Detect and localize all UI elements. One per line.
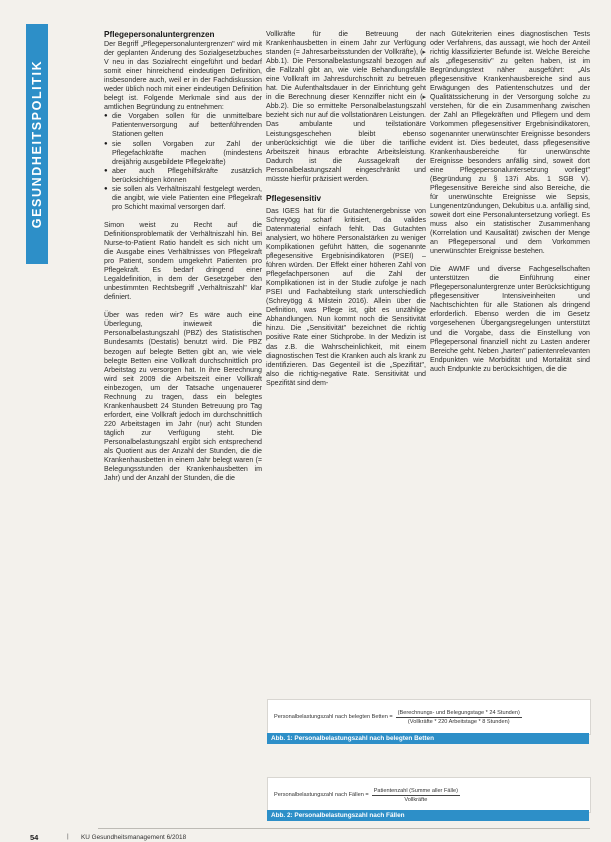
figure-1-caption: Abb. 1: Personalbelastungszahl nach belegten Betten [267, 733, 589, 744]
formula-box-2 [267, 777, 591, 813]
journal-name: KU Gesundheitsmanagement 6/2018 [81, 834, 187, 841]
column-3 [430, 30, 590, 374]
formula-1-lhs: Personalbelastungszahl nach belegten Betten = [274, 714, 393, 720]
criteria-item: ● aber auch Pflegehilfskräfte zusätzlich berücksichtigen können [112, 167, 262, 185]
formula-1-denominator: (Vollkräfte * 220 Arbeitstage * 8 Stunden) [407, 718, 510, 725]
section-label-wrap [26, 24, 48, 264]
col3-para2: Die AWMF und diverse Fachgesellschaften unterstützen die Einführung einer Pflegepersonaluntergrenze unter Berücksichtigung pflegesensitiver Intensiveinheiten und Nachtschichten für alle Stationen als dringend erforderlich. Ebenso werden die im Gesetz vorgesehenen Übergangsregelungen unterstützt und die Vorgabe, dass die Einstellung von Pflegepersonal finanziell nicht zu Lasten anderer Bereiche geht. Neben „harten" patientenrelevanten Endpunkten wie Morbidität und Mortalität sind auch Endpunkte zu berücksichtigen, die die [430, 265, 590, 373]
page-number: 54 [30, 833, 39, 842]
section-label: GESUNDHEITSPOLITIK [30, 59, 44, 229]
col1-intro: Der Begriff „Pflegepersonaluntergrenzen" wird mit der geplanten Änderung des Sozialgesetzbuches V neu in das Sozialrecht eingeführt und bedarf somit einer hinreichend eindeutigen Definition, insbesondere auch, weil er in der Fachdiskussion weder üblich noch mit einer eindeutigen Definition belegt ist. Folgende Merkmale sind aus der amtlichen Begründung zu entnehmen: [104, 40, 262, 112]
formula-box-1 [267, 699, 591, 735]
figure-2-caption: Abb. 2: Personalbelastungszahl nach Fällen [267, 810, 589, 821]
formula-2-lhs: Personalbelastungszahl nach Fällen = [274, 792, 369, 798]
criteria-item: ● die Vorgaben sollen für die unmittelbare Patientenversorgung auf bettenführenden Stationen gelten [112, 112, 262, 139]
page-footer [0, 833, 611, 842]
col2-para2: Das IGES hat für die Gutachtenergebnisse von Schreyögg scharf kritisiert, da valides Datenmaterial einfach fehlt. Das Gutachten analysiert, wo höhere Personalstärken zu weniger Komplikationen geführt hätten, die sogenannte pflegesensitive Ergebnisindikatoren (PSEI) – führen würden. Der Effekt einer höheren Zahl von Pflegefachpersonen auf die Zahl der Komplikationen ist in der Studie zufolge je nach PSEI und Fachabteilung stark unterschiedlich (Schreyögg & Milstein 2016). Allein über die Definition, was Pflege ist, gibt es unzählige Abhandlungen. Nun kommt noch die Sensitivität hinzu. Die „Sensitivität" bezeichnet die richtig positive Rate einer Stichprobe. In der Medizin ist das z.B. die Wahrscheinlichkeit, mit einem diagnostischen Test die Kranken auch als krank zu identifizieren. Das Gegenteil ist die „Spezifität", also die richtig-negative Rate. Sensitivität und Spezifität sind dem- [266, 206, 426, 387]
footer-separator: | [67, 833, 69, 840]
heading-pflegesensitiv: Pflegesensitiv [266, 193, 322, 203]
formula-2-numerator: Patientenzahl (Summe aller Fälle) [373, 787, 458, 794]
formula-1-fraction [396, 710, 522, 725]
criteria-list [104, 112, 262, 212]
col1-para2: Simon weist zu Recht auf die Definitionsproblematik der Verhältniszahl hin. Bei Nurse-to-Patient Ratio handelt es sich nicht um die Ausgabe eines Verhältnisses von Pflegekraft pro Patient, sondern umgekehrt Patienten pro Pflegekraft. Es bedarf dringend einer Legaldefinition, in dem der Gesetzgeber den unbestimmten Rechtsbegriff „Verhältniszahl" klar definiert. [104, 220, 262, 302]
formula-2 [268, 778, 590, 812]
col1-para3: Über was reden wir? Es wäre auch eine Überlegung, inwieweit die Personalbelastungszahl (PBZ) des Statistischen Bundesamts (Destatis) benutzt wird. Die PBZ bezogen auf belegte Betten gibt an, wie viele belegte Betten eine Vollkraft durchschnittlich pro Arbeitstag zu versorgen hat. In ihre Berechnung wird seit 2009 die Arbeitszeit einer Vollkraft einbezogen, um der Tatsache ungenauerer Rechnung zu tragen, dass ein belegtes Krankenhausbett 24 Stunden Betreuung pro Tag erfordert, eine Vollkraft jedoch im durchschnittlich 220 Arbeitstagen im Jahr (nur) acht Stunden täglich zur Verfügung steht. Die Personalbelastungszahl ergibt sich entsprechend als Quotient aus der Anzahl der Stunden, die die Krankenhausbetten in einem Jahr belegt waren (= Belegungsstunden der Krankenhausbetten im Jahr) und der Anzahl der Stunden, die die [104, 311, 262, 483]
formula-1 [268, 700, 590, 734]
col3-para1: nach Gütekriterien eines diagnostischen Tests oder Verfahrens, das aussagt, wie hoch der Anteil richtig klassifizierter Befunde ist. Welche Bereiche als „pflegesensitiv" zu gelten haben, ist im Begründungstext näher ausgeführt: „Als pflegesensitive Krankenhausbereiche sind aus Erwägungen des Patientenschutzes und der Qualitätssicherung in der Versorgung solche zu verstehen, für die ein Zusammenhang zwischen der Zahl an Pflegekräften und Pflegern und dem Vorkommen pflegesensitiver Ergebnisindikatoren, sogenannter unerwünschter Ereignisse besonders evident ist. Dies bedeutet, dass pflegesensitive Krankenhausbereiche für unerwünschte Ereignisse besonders anfällig sind, soweit dort eine Pflegepersonaluntersetzung vorliegt" (Begründung zu § 137i Abs. 1 SGB V). Pflegesensitive Bereiche sind also Bereiche, die für unerwünschte Ereignisse wie Sepsis, Lungenentzündungen, Dekubitus u.a. anfällig sind, soweit dort eine Personaluntersetzung vorliegt. Es muss also ein statistischer Zusammenhang (Korrelation und Kausalität) zwischen der Menge an Pflegepersonal und dem Vorkommen unerwünschter Ereignisse bestehen. [430, 30, 590, 256]
heading-pflegepersonaluntergrenzen: Pflegepersonaluntergrenzen [104, 30, 215, 39]
formula-2-denominator: Vollkräfte [404, 796, 428, 803]
col2-para1: Vollkräfte für die Betreuung der Krankenhausbetten in einem Jahr zur Verfügung standen (= Jahresarbeitsstunden der Vollkräfte), (▸ Abb.1). Die Personalbelastungszahl bezogen auf die Fallzahl gibt an, wie viele Behandlungsfälle eine Vollkraft im Jahresdurchschnitt zu betreuen hat. Die Aufenthaltsdauer in der Einrichtung geht in die Berechnung dieser Kennziffer nicht ein (▸ Abb.2). Die so ermittelte Personalbelastungszahl bezieht sich nur auf die vollstationären Leistungen. Das ambulante und teilstationäre Leistungsgeschehen bleibt ebenso unberücksichtigt wie die über die tarifliche Arbeitszeit hinaus erbrachte Arbeitsleistung. Dadurch ist die Aussagekraft der Personalbelastungszahl eingeschränkt und müsste hierfür präzisiert werden. [266, 30, 426, 183]
column-2 [266, 30, 426, 388]
formula-2-fraction [372, 788, 460, 803]
criteria-item: ● sie sollen als Verhältniszahl festgelegt werden, die angibt, wie viele Patienten eine Pflegekraft pro Schicht maximal versorgen darf. [112, 185, 262, 212]
formula-1-numerator: (Berechnungs- und Belegungstage * 24 Stunden) [397, 709, 520, 716]
footer-rule [98, 828, 590, 829]
column-1 [104, 30, 262, 483]
criteria-item: ● sie sollen Vorgaben zur Zahl der Pflegefachkräfte machen (mindestens dreijährig ausgebildete Pflegekräfte) [112, 140, 262, 167]
